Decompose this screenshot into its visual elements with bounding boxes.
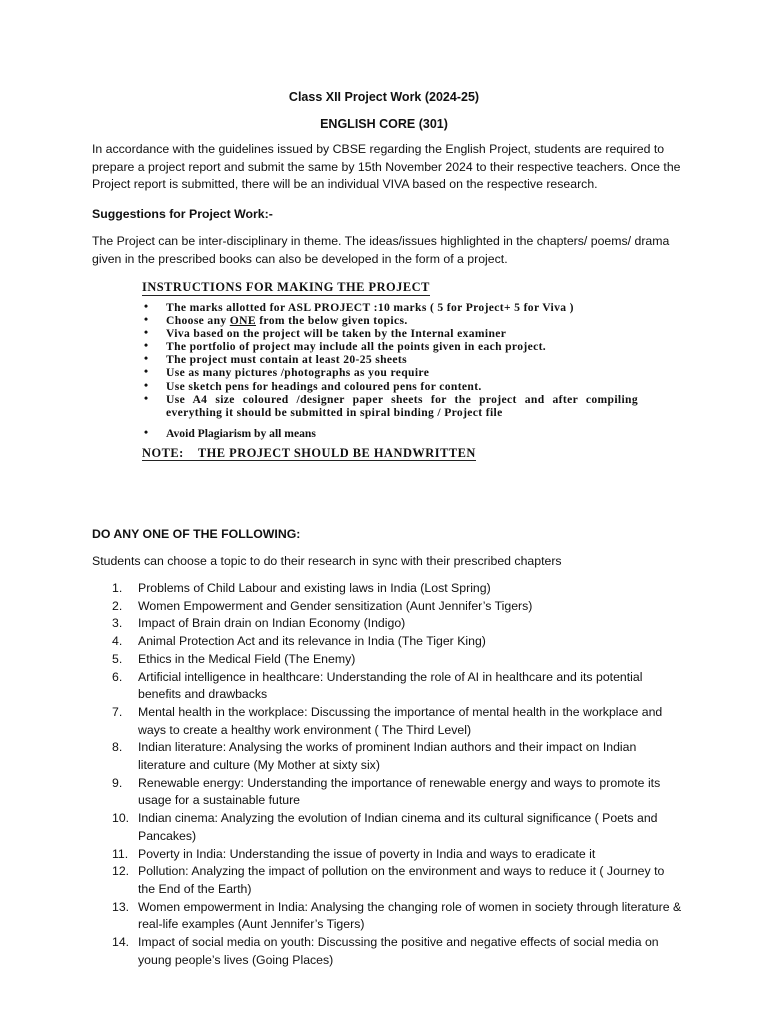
instruction-item: • Use sketch pens for headings and coloured pens for content. (144, 378, 482, 393)
instructions-list (142, 301, 638, 419)
topics-heading: DO ANY ONE OF THE FOLLOWING: (92, 527, 301, 541)
topic-item: 1. Problems of Child Labour and existing laws in India (Lost Spring) (112, 581, 491, 595)
bullet-icon: • (144, 326, 149, 340)
topic-item: 7. Mental health in the workplace: Discussing the importance of mental health in the workplace and ways to create a healthy work environment ( The Third Level) (112, 704, 663, 737)
instruction-item: • Use A4 size coloured /designer paper sheets for the project and after compiling everything it should be submitted in spiral binding / Project file (144, 391, 638, 419)
topic-item: 13. Women empowerment in India: Analysing the changing role of women in society through literature & real-life examples (Aunt Jennifer’s Tigers) (112, 899, 682, 932)
bullet-icon: • (144, 339, 149, 353)
topic-item: 2. Women Empowerment and Gender sensitization (Aunt Jennifer’s Tigers) (112, 598, 533, 613)
instruction-item: • Choose any ONE from the below given topics. (144, 313, 408, 328)
topic-item: 3. Impact of Brain drain on Indian Economy (Indigo) (112, 616, 406, 631)
instructions-heading: INSTRUCTIONS FOR MAKING THE PROJECT (142, 280, 430, 294)
instruction-item: • Use as many pictures /photographs as you require (144, 365, 430, 380)
bullet-icon: • (144, 300, 149, 313)
intro-paragraph: In accordance with the guidelines issued by CBSE regarding the English Project, students are required to prepare a project report and submit the same by 15th November 2024 to their respective teachers. Once the Project report is submitted, there will be an individual VIVA based on the respective research. (92, 142, 681, 191)
bullet-icon: • (144, 378, 149, 392)
topic-item: 10. Indian cinema: Analyzing the evolution of Indian cinema and its cultural significance ( Poets and Pancakes) (112, 811, 658, 843)
instruction-item: • Viva based on the project will be taken by the Internal examiner (144, 326, 507, 341)
topic-item: 12. Pollution: Analyzing the impact of pollution on the environment and ways to reduce it ( Journey to the End of the Earth) (112, 864, 665, 896)
topic-item: 6. Artificial intelligence in healthcare: Understanding the role of AI in healthcare and its potential benefits and drawbacks (112, 669, 643, 702)
suggestions-paragraph: The Project can be inter-disciplinary in theme. The ideas/issues highlighted in the chapters/ poems/ drama given in the prescribed books can also be developed in the form of a project. (92, 234, 670, 266)
topic-item: 14. Impact of social media on youth: Discussing the positive and negative effects of social media on young people’s lives (Going Places) (112, 935, 659, 967)
bullet-icon: • (144, 391, 149, 405)
instructions-box (142, 278, 638, 462)
handwritten-note: NOTE: THE PROJECT SHOULD BE HANDWRITTEN (142, 445, 476, 460)
bullet-icon: • (144, 365, 149, 379)
avoid-plagiarism: • Avoid Plagiarism by all means (144, 425, 316, 440)
topic-item: 8. Indian literature: Analysing the works of prominent Indian authors and their impact on Indian literature and culture (My Mother at sixty six) (112, 740, 637, 773)
subject-title: ENGLISH CORE (301) (320, 117, 448, 131)
topic-item: 11. Poverty in India: Understanding the issue of poverty in India and ways to eradicate it (112, 846, 596, 861)
topics-subtext: Students can choose a topic to do their research in sync with their prescribed chapters (92, 554, 562, 568)
topic-item: 5. Ethics in the Medical Field (The Enemy) (112, 651, 356, 666)
topics-list (92, 580, 682, 969)
suggestions-heading: Suggestions for Project Work:- (92, 207, 273, 221)
topic-item: 4. Animal Protection Act and its relevance in India (The Tiger King) (112, 634, 486, 649)
bullet-icon: • (144, 313, 149, 327)
bullet-icon: • (144, 352, 149, 366)
bullet-icon: • (144, 425, 149, 439)
document-title: Class XII Project Work (2024-25) (288, 90, 480, 104)
instruction-item: • The project must contain at least 20-25 sheets (144, 352, 407, 367)
instruction-item: • The marks allotted for ASL PROJECT :10 marks ( 5 for Project+ 5 for Viva ) (144, 300, 574, 314)
underlined-one: ONE (229, 314, 256, 328)
instruction-item: • The portfolio of project may include all the points given in each project. (144, 339, 547, 354)
topic-item: 9. Renewable energy: Understanding the importance of renewable energy and ways to promote its usage for a sustainable future (112, 775, 661, 808)
